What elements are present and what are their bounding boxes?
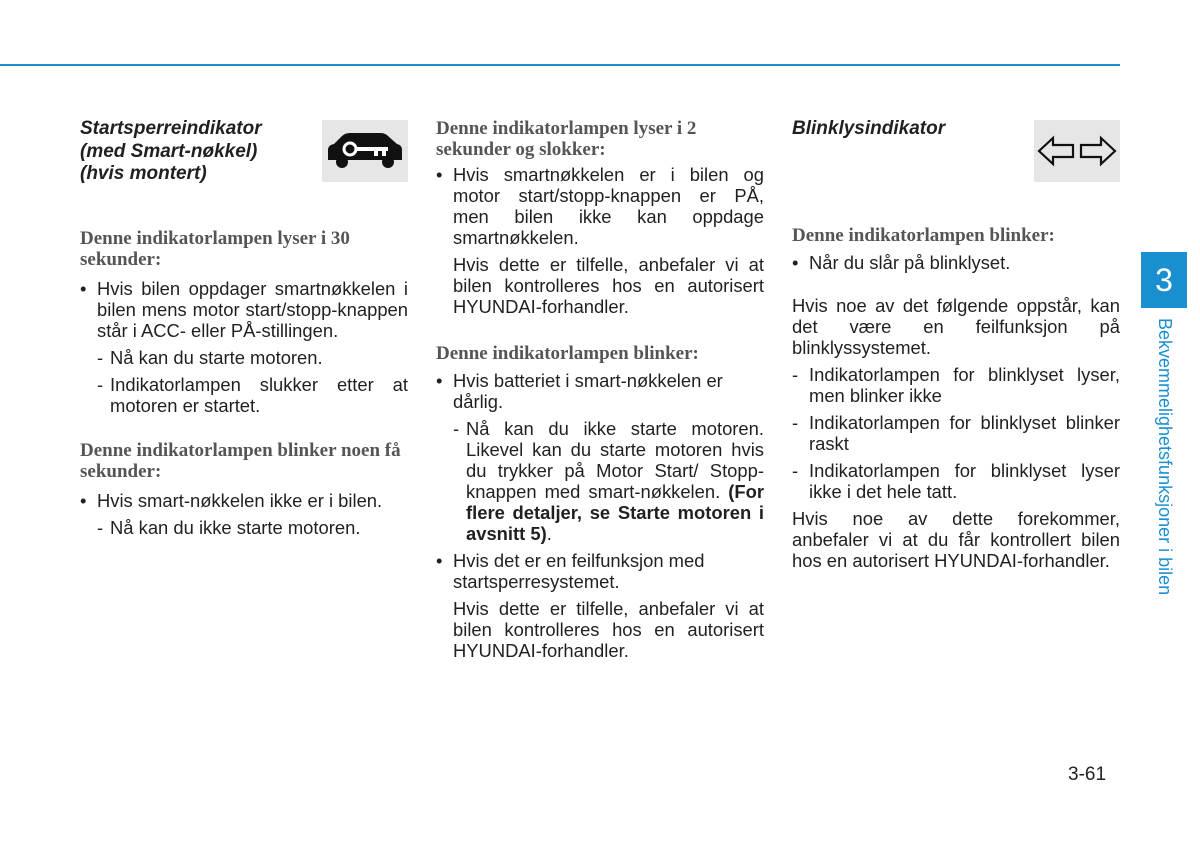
page-number: 3-61 — [1068, 764, 1107, 785]
column-turn-signal — [792, 118, 1120, 571]
list-item: - Indikatorlampen for blinklyset lyser ikke i det hele tatt. — [792, 459, 1120, 502]
list-item: - Nå kan du ikke starte motoren. Likevel kan du starte motoren hvis du trykker på Motor Start/ Stopp-knappen med smart-nøkkelen. (For flere detaljer, se Starte motoren i avsnitt 5). — [453, 418, 764, 544]
list-item: - Indikatorlampen for blinklyset lyser, men blinker ikke — [792, 363, 1120, 406]
subheading-blinks: Denne indikatorlampen blinker: — [436, 343, 699, 364]
paragraph: Hvis dette er tilfelle, anbefaler vi at bilen kontrolleres hos en autorisert HYUNDAI-forhandler. — [453, 254, 764, 317]
subheading-lights-2s: Denne indikatorlampen lyser i 2 sekunder og slokker: — [436, 118, 697, 160]
paragraph: Hvis noe av det følgende oppstår, kan det være en feilfunksjon på blinklyssystemet. — [792, 294, 1120, 358]
list-item: - Nå kan du starte motoren. — [97, 346, 323, 368]
list-item: • Hvis det er en feilfunksjon med startsperresystemet. — [436, 550, 764, 592]
section-title-turn-signal: Blinklysindikator — [792, 118, 946, 139]
list-item: • Hvis smartnøkkelen er i bilen og motor start/stopp-knappen er PÅ, men bilen ikke kan oppdage smartnøkkelen. — [436, 164, 764, 248]
list-item: • Hvis batteriet i smart-nøkkelen er dårlig. — [436, 370, 764, 412]
chapter-title: Bekvemmelighetsfunksjoner i bilen — [1155, 318, 1175, 596]
turn-signal-arrows-icon — [1034, 120, 1120, 182]
header-rule — [0, 64, 1120, 66]
section-title-immobilizer: Startsperreindikator (med Smart-nøkkel) (hvis montert) — [80, 118, 262, 184]
column-smartkey — [436, 118, 764, 661]
paragraph: Hvis dette er tilfelle, anbefaler vi at bilen kontrolleres hos en autorisert HYUNDAI-forhandler. — [453, 598, 764, 661]
chapter-tab: 3 — [1141, 252, 1187, 308]
list-item: • Når du slår på blinklyset. — [792, 252, 1120, 273]
list-item: - Nå kan du ikke starte motoren. — [97, 516, 361, 538]
list-item: • Hvis bilen oppdager smartnøkkelen i bilen mens motor start/stopp-knappen står i ACC- eller PÅ-stillingen. — [80, 278, 408, 341]
paragraph: Hvis noe av dette forekommer, anbefaler vi at du får kontrollert bilen hos en autorisert HYUNDAI-forhandler. — [792, 507, 1120, 571]
subheading-lights-30s: Denne indikatorlampen lyser i 30 sekunder: — [80, 227, 350, 270]
list-item: - Indikatorlampen slukker etter at motoren er startet. — [97, 373, 408, 416]
list-item: - Indikatorlampen for blinklyset blinker raskt — [792, 411, 1120, 454]
car-key-icon — [322, 120, 408, 182]
subheading-blinks-few-seconds: Denne indikatorlampen blinker noen få sekunder: — [80, 439, 401, 482]
cross-reference: (For flere detaljer, se Starte motoren i avsnitt 5) — [466, 481, 764, 544]
list-item: • Hvis smart-nøkkelen ikke er i bilen. — [80, 490, 408, 511]
subheading-turn-signal-blinks: Denne indikatorlampen blinker: — [792, 224, 1055, 246]
